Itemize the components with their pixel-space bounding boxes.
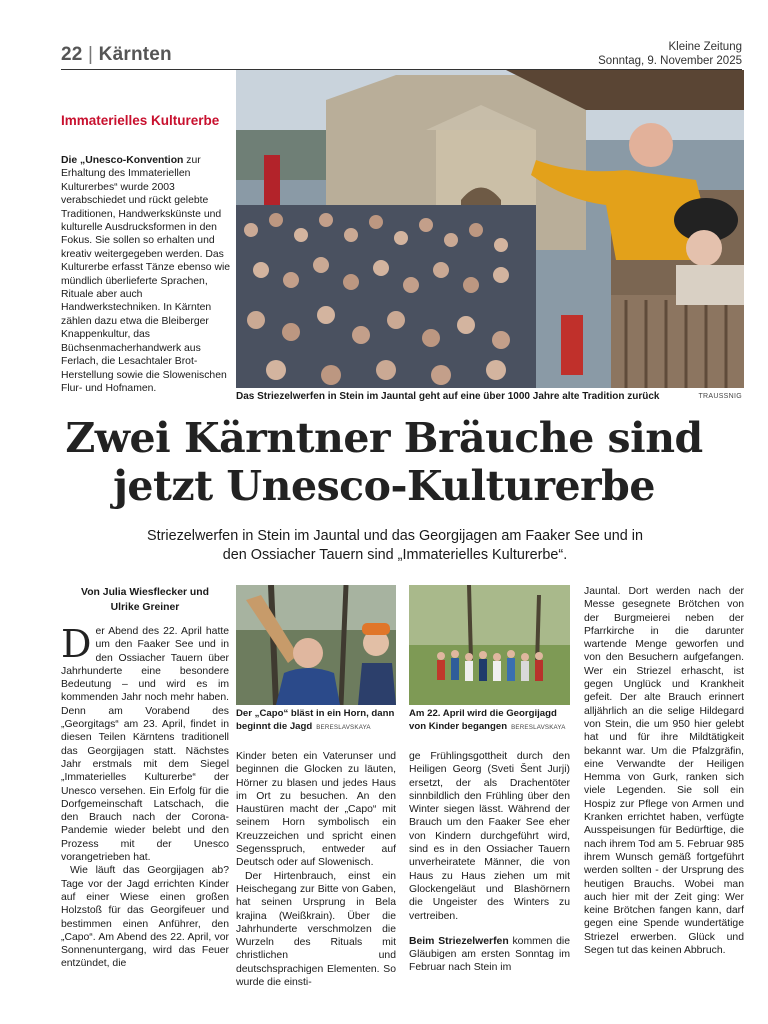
header-separator: | — [88, 44, 94, 65]
paragraph-text: kommen die Gläubigen am ersten Sonntag im Februar nach Stein im — [409, 935, 570, 974]
article-column-3 — [409, 750, 570, 975]
publication-name: Kleine Zeitung — [668, 41, 742, 53]
page-number: 22 — [61, 44, 83, 65]
article-paragraph: Kinder beten ein Vaterunser und beginnen die Glocken zu läuten, Hörner zu blasen und jedes Haus im Ort zu besuchen. An den Haustüren macht der „Capo“ mit seinem Horn symbolisch ein Kreuzzeichen und spricht einen Segensspruch, entweder auf Deutsch oder auf Slowenisch. — [236, 751, 396, 869]
horn-photo — [236, 585, 396, 705]
section-title: Kärnten — [98, 44, 172, 65]
headline — [40, 414, 728, 510]
georgijagd-photo-illustration — [409, 585, 570, 705]
georgijagd-photo-caption — [409, 708, 570, 734]
article-paragraph: ge Frühlingsgottheit durch den Heiligen Georg (Sveti Šent Jurji) ersetzt, der als Drachentöter sinnbildlich den Frühling über den Winter siegen lässt. Während der Brauch um den Faaker See eher von Kindern durchgeführt wird, sind es in den Ossiacher Tauern unverheiratete Männer, die von Haus zu Haus ziehen um mit Glockengeläut und Blashörnern die Ungeister des Winters zu vertreiben. — [409, 751, 570, 922]
byline — [61, 585, 229, 615]
georgijagd-caption-text: Am 22. April wird die Georgijagd von Kinder begangen — [409, 708, 557, 732]
headline-line-1: Zwei Kärntner Bräuche sind — [65, 414, 703, 462]
article-paragraph: er Abend des 22. April hatte um den Faaker See und in den Ossiacher Tauern über Jahrhunderte eine besondere Bedeutung – und wird es im kommenden Jahr noch mehr haben. Denn am Vorabend des „Georgitags“ am 23. April, findet in diesen Teilen Kärntens traditionell das Georgijagen statt. Nächstes Jahr erstmals mit dem Siegel „Immaterielles Kulturerbe“ der Unesco versehen. Ein Erfolg für die Dorfgemeinschaft Latschach, die den Brauch nach der Corona-Pandemie wieder belebt und den Prozess mit der Unesco vorangetrieben hat. — [61, 626, 229, 864]
sidebar-body: zur Erhaltung des Immateriellen Kulturerbes“ wurde 2003 verabschiedet und rückt gelebte Traditionen, Handwerkskünste und kulturelle Ausdrucksformen in den Fokus. Sie sollen so erhalten und kreativ weitergegeben werden. Das Kulturerbe erfasst Tänze ebenso wie mündlich überlieferte Sprachen, Rituale aber auch Handwerkstechniken. In Kärnten zählen dazu etwa die Bleiberger Knappenkultur, das Büchsenmacherhandwerk aus Ferlach, die Lesachtaler Brot-Herstellung sowie die Slowenischen Flur- und Hofnamen. — [61, 155, 231, 394]
main-photo — [236, 70, 744, 388]
article-paragraph: Der Hirtenbrauch, einst ein Heischegang zur Bitte von Gaben, hat seinen Ursprung in Bela krajina (Weißkrain). Über die Jahrhunderte verschmolzen die Wurzeln des Rituals mit christlichen und deutschsprachigen Elementen. So wurde die einsti- — [236, 870, 396, 989]
horn-caption-text: Der „Capo“ bläst in ein Horn, dann beginnt die Jagd — [236, 708, 395, 732]
georgijagd-photo — [409, 585, 570, 705]
sidebar-text — [61, 154, 231, 395]
article-paragraph: Wie läuft das Georgijagen ab? Tage vor der Jagd errichten Kinder auf einer Wiese einen großen Holzstoß für das Georgifeuer und bestimmen einen Anführer, den „Capo“. Am Abend des 22. April, vor Sonnenuntergang, wird das Feuer entzündet, die — [61, 865, 229, 970]
georgijagd-photo-credit: BERESLAVSKAYA — [511, 723, 566, 731]
article-column-1 — [61, 622, 229, 971]
byline-line-1: Von Julia Wiesflecker und — [81, 587, 209, 598]
sidebar-title: Immaterielles Kulturerbe — [61, 113, 220, 128]
sidebar-lead: Die „Unesco-Konvention — [61, 155, 184, 166]
article-column-4 — [584, 585, 744, 957]
article-paragraph — [409, 935, 570, 975]
headline-line-2: jetzt Unesco-Kulturerbe — [113, 462, 655, 510]
drop-cap: D — [61, 622, 92, 666]
subheadline: Striezelwerfen in Stein im Jauntal und das Georgijagen am Faaker See und in den Ossiacher Tauern sind „Immaterielles Kulturerbe“. — [147, 528, 643, 563]
byline-line-2: Ulrike Greiner — [110, 602, 180, 613]
article-column-2 — [236, 750, 396, 989]
horn-photo-illustration — [236, 585, 396, 705]
paragraph-lead: Beim Striezelwerfen — [409, 935, 509, 947]
masthead — [598, 40, 742, 68]
page-header-section — [61, 44, 172, 66]
main-photo-illustration — [236, 70, 744, 388]
main-photo-credit: TRAUSSNIG — [698, 393, 742, 400]
horn-photo-caption — [236, 708, 396, 734]
horn-photo-credit: BERESLAVSKAYA — [316, 723, 371, 731]
issue-date: Sonntag, 9. November 2025 — [598, 55, 742, 67]
main-photo-caption: Das Striezelwerfen in Stein im Jauntal geht auf eine über 1000 Jahre alte Tradition zurück — [236, 391, 660, 402]
article-paragraph: Jauntal. Dort werden nach der Messe gesegnete Brötchen von der Burgmeierei neben der Pfarrkirche in die darunter wartende Menge geworfen und von den Besuchern aufgefangen. Wer ein Striezel erhascht, ist gegen Unglück und Krankheit gefeit. Der alte Brauch erinnert alljährlich an die selige Hildegard von Stein, die um 950 hier gelebt hat und für ihre Mildtätigkeit bekannt war. Um die Pfalzgräfin, eine Verwandte der Heiligen Hemma von Gurk, ranken sich viele Legenden. Sie soll ein Hospiz zur Pflege von Armen und Kranken errichtet haben, verfügte Ausspeisungen für Bedürftige, die nach ihrem Tod am 5. Februar 985 ihrem Wunsch gemäß fortgeführt werden sollten - der Ursprung des heutigen Brauchs. Wobei man auch hier mit der Zeit ging: Wer keine Brötchen fangen kann, darf gegen eine Spende wundertätige Striezel erwerben. Glück und Segen tut das keinen Abbruch. — [584, 586, 744, 957]
